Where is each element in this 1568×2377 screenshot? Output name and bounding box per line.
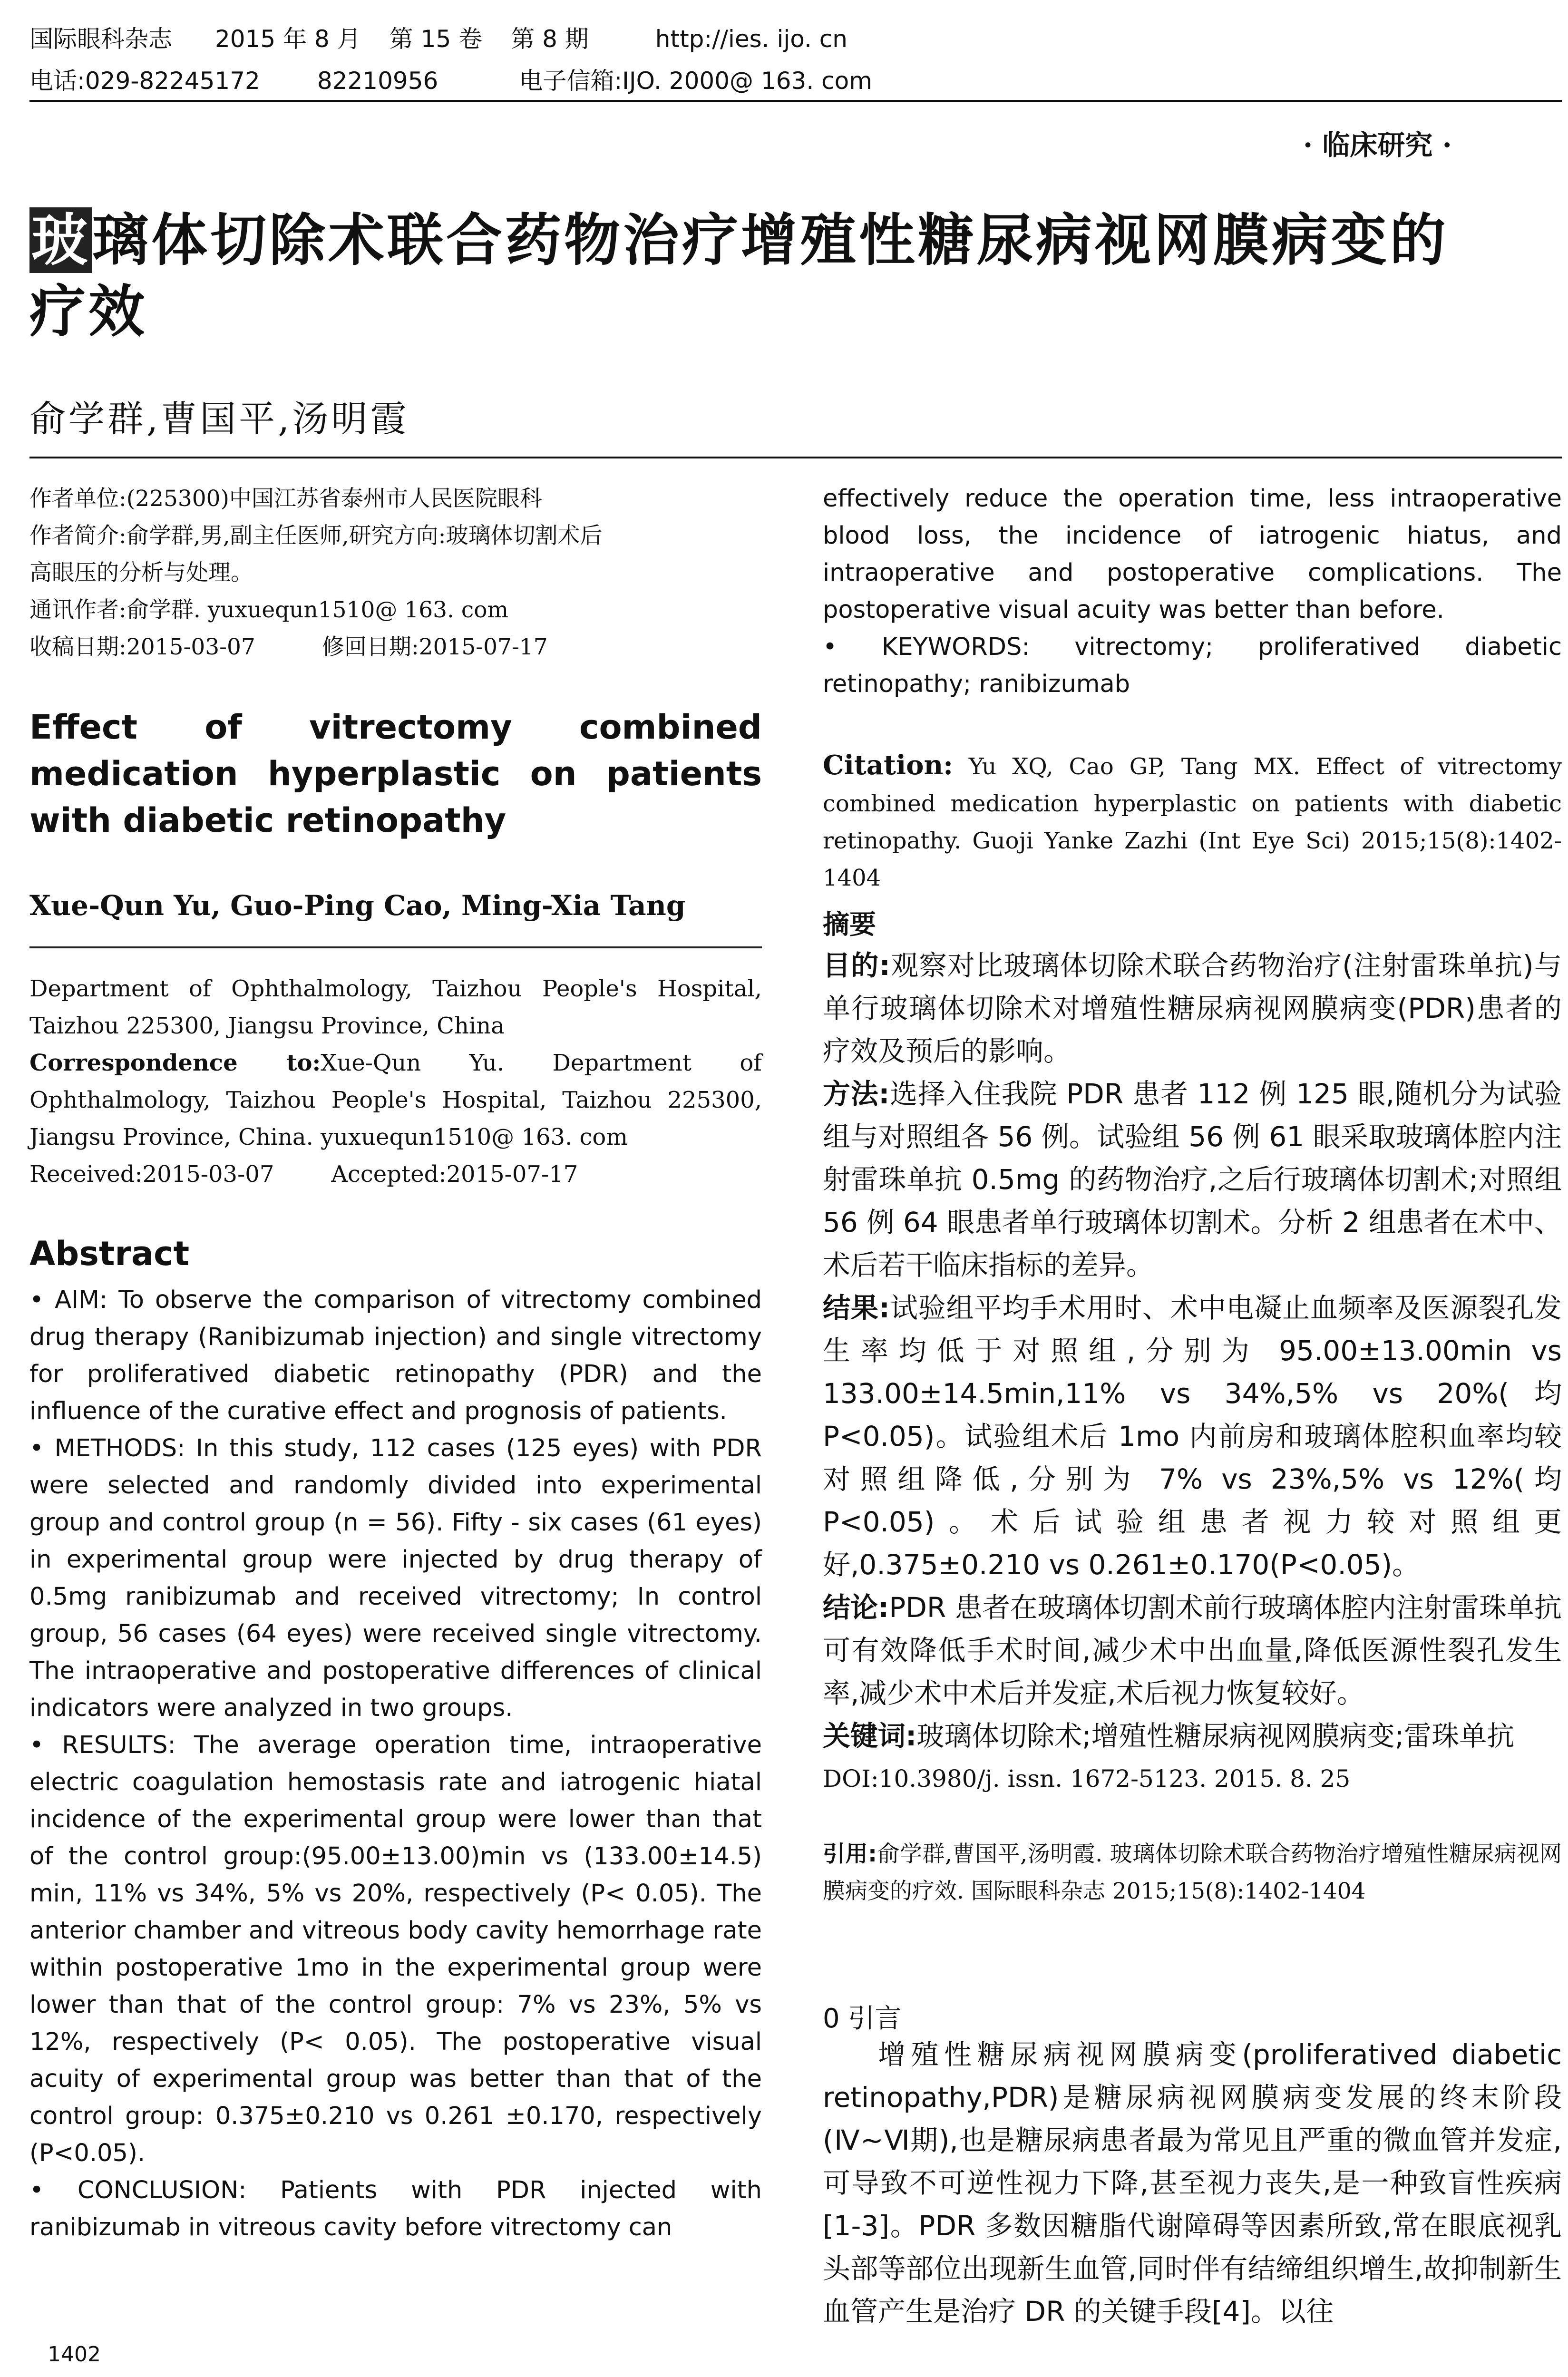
- bio-line1: 作者简介:俞学群,男,副主任医师,研究方向:玻璃体切割术后: [29, 523, 603, 549]
- bio-line2: 高眼压的分析与处理。: [29, 560, 253, 586]
- doi[interactable]: DOI:10.3980/j. issn. 1672-5123. 2015. 8. 25: [823, 1765, 1351, 1792]
- volume: 第 15 卷: [389, 25, 483, 53]
- title-rule: [29, 457, 1562, 458]
- citation-text: Yu XQ, Cao GP, Tang MX. Effect of vitrectomy combined medication hyperplastic on patients with diabetic retinopathy. Guoji Yanke Zazhi (Int Eye Sci) 2015;15(8):1402-1404: [823, 753, 1562, 891]
- cn-citation: [823, 1836, 1562, 1910]
- correspondence-text: Xue-Qun Yu. Department of Ophthalmology, Taizhou People's Hospital, Taizhou 225300, Jiangsu Province, China. yuxuequn1510@ 163. com: [29, 1050, 762, 1150]
- cn-results-text: 试验组平均手术用时、术中电凝止血频率及医源裂孔发生率均低于对照组,分别为 95.00±13.00min vs 133.00±14.5min,11% vs 34%,5% vs 20%(均 P<0.05)。试验组术后 1mo 内前房和玻璃体腔积血率均较对照组降低,分别为 7% vs 23%,5% vs 12%(均 P<0.05)。术后试验组患者视力较对照组更好,0.375±0.210 vs 0.261±0.170(P<0.05)。: [823, 1292, 1562, 1581]
- title-first-char: 玻: [29, 207, 92, 273]
- cn-conclusion-label: 结论:: [823, 1591, 889, 1624]
- received-en: Received:2015-03-07: [29, 1161, 274, 1188]
- correspondence-label: Correspondence to:: [29, 1050, 321, 1076]
- abstract-conclusion-left: • CONCLUSION: Patients with PDR injected with ranibizumab in vitreous cavity before vitrectomy can: [29, 2176, 762, 2241]
- dates-cn: [29, 629, 762, 666]
- cn-aim-label: 目的:: [823, 949, 890, 982]
- cn-keywords: [823, 1715, 1562, 1757]
- abstract-conclusion-right: effectively reduce the operation time, less intraoperative blood loss, the incidence of iatrogenic hiatus, and intraoperative and postoperative complications. The postoperative visual acuity was better than before.: [823, 485, 1562, 624]
- journal-header-line1: [29, 25, 847, 53]
- cn-author-info: [29, 480, 762, 666]
- received-cn: 收稿日期:2015-03-07: [29, 634, 255, 660]
- affiliation-cn: 作者单位:(225300)中国江苏省泰州市人民医院眼科: [29, 486, 542, 512]
- cn-keywords-text: 玻璃体切除术;增殖性糖尿病视网膜病变;雷珠单抗: [916, 1720, 1515, 1752]
- cn-citation-text: 俞学群,曹国平,汤明霞. 玻璃体切除术联合药物治疗增殖性糖尿病视网膜病变的疗效. 国际眼科杂志 2015;15(8):1402-1404: [823, 1841, 1562, 1904]
- cn-aim-text: 观察对比玻璃体切除术联合药物治疗(注射雷珠单抗)与单行玻璃体切除术对增殖性糖尿病视网膜病变(PDR)患者的疗效及预后的影响。: [823, 949, 1562, 1067]
- intro-heading: 0 引言: [823, 2003, 902, 2034]
- en-author-info: [29, 970, 762, 1193]
- section-tag: · 临床研究 ·: [1303, 129, 1452, 161]
- citation-en: [823, 747, 1562, 896]
- dates-en: [29, 1156, 762, 1193]
- cn-methods-label: 方法:: [823, 1078, 890, 1110]
- phone: 电话:029-82245172: [29, 67, 260, 95]
- department-en: Department of Ophthalmology, Taizhou People's Hospital, Taizhou 225300, Jiangsu Province, China: [29, 975, 762, 1039]
- authors-en: Xue-Qun Yu, Guo-Ping Cao, Ming-Xia Tang: [29, 889, 686, 922]
- cn-abstract-heading: 摘要: [823, 909, 876, 940]
- journal-url[interactable]: http://ies. ijo. cn: [655, 25, 847, 53]
- article-title-en: Effect of vitrectomy combined medication hyperplastic on patients with diabetic retinopathy: [29, 708, 762, 840]
- abstract-keywords: • KEYWORDS: vitrectomy; proliferatived diabetic retinopathy; ranibizumab: [823, 633, 1562, 698]
- article-title-cn: [29, 205, 1566, 347]
- abstract-aim: • AIM: To observe the comparison of vitrectomy combined drug therapy (Ranibizumab injection) and single vitrectomy for proliferatived diabetic retinopathy (PDR) and the influence of the curative effect and prognosis of patients.: [29, 1286, 762, 1425]
- abstract-heading: Abstract: [29, 1234, 190, 1273]
- citation-label: Citation:: [823, 750, 953, 781]
- abstract-body-right: [823, 480, 1562, 703]
- accepted-en: Accepted:2015-07-17: [331, 1161, 578, 1188]
- abstract-results: • RESULTS: The average operation time, intraoperative electric coagulation hemostasis rate and iatrogenic hiatal incidence of the experimental group were lower than that of the control group:(95.00±13.00)min vs (133.00±14.5) min, 11% vs 34%, 5% vs 20%, respectively (P< 0.05). The anterior chamber and vitreous body cavity hemorrhage rate within postoperative 1mo in the experimental group were lower than that of the control group: 7% vs 23%, 5% vs 12%, respectively (P< 0.05). The postoperative visual acuity of experimental group was better than that of the control group: 0.375±0.210 vs 0.261 ±0.170, respectively (P<0.05).: [29, 1731, 762, 2167]
- cn-conclusion-text: PDR 患者在玻璃体切割术前行玻璃体腔内注射雷珠单抗可有效降低手术时间,减少术中出血量,降低医源性裂孔发生率,减少术中术后并发症,术后视力恢复较好。: [823, 1591, 1562, 1709]
- title-line1: 璃体切除术联合药物治疗增殖性糖尿病视网膜病变的: [92, 207, 1449, 273]
- cn-keywords-label: 关键词:: [823, 1720, 917, 1752]
- intro-text: 增殖性糖尿病视网膜病变(proliferatived diabetic retinopathy,PDR)是糖尿病视网膜病变发展的终末阶段(Ⅳ~Ⅵ期),也是糖尿病患者最为常见且严重的微血管并发症,可导致不可逆性视力下降,甚至视力丧失,是一种致盲性疾病[1-3]。PDR 多数因糖脂代谢障碍等因素所致,常在眼底视乳头部等部位出现新生血管,同时伴有结缔组织增生,故抑制新生血管产生是治疗 DR 的关键手段[4]。以往: [823, 2038, 1562, 2328]
- cn-conclusion: [823, 1586, 1562, 1715]
- cn-results: [823, 1286, 1562, 1586]
- corresponding-cn: 通讯作者:俞学群. yuxuequn1510@ 163. com: [29, 597, 509, 623]
- issue-number: 第 8 期: [511, 25, 589, 53]
- abstract-methods: • METHODS: In this study, 112 cases (125 eyes) with PDR were selected and randomly divided into experimental group and control group (n = 56). Fifty - six cases (61 eyes) in experimental group were injected by drug therapy of 0.5mg ranibizumab and received vitrectomy; In control group, 56 cases (64 eyes) were received single vitrectomy. The intraoperative and postoperative differences of clinical indicators were analyzed in two groups.: [29, 1434, 762, 1722]
- journal-header-line2: [29, 67, 872, 95]
- cn-abstract-body: [823, 944, 1562, 1800]
- phone2: 82210956: [317, 67, 438, 95]
- issue-date: 2015 年 8 月: [215, 25, 361, 53]
- correspondence-en: [29, 1044, 762, 1156]
- journal-name: 国际眼科杂志: [29, 25, 172, 53]
- page-number: 1402: [48, 2342, 101, 2367]
- cn-methods: [823, 1072, 1562, 1286]
- authors-cn: 俞学群,曹国平,汤明霞: [29, 398, 409, 440]
- cn-methods-text: 选择入住我院 PDR 患者 112 例 125 眼,随机分为试验组与对照组各 56 例。试验组 56 例 61 眼采取玻璃体腔内注射雷珠单抗 0.5mg 的药物治疗,之后行玻璃体切割术;对照组 56 例 64 眼患者单行玻璃体切割术。分析 2 组患者在术中、术后若干临床指标的差异。: [823, 1078, 1562, 1281]
- abstract-body-left: [29, 1282, 762, 2246]
- revised-cn: 修回日期:2015-07-17: [321, 634, 548, 660]
- journal-email[interactable]: 电子信箱:IJO. 2000@ 163. com: [519, 67, 872, 95]
- en-author-rule: [29, 946, 762, 948]
- cn-citation-label: 引用:: [823, 1841, 877, 1867]
- header-rule: [29, 100, 1562, 102]
- cn-aim: [823, 944, 1562, 1072]
- title-line2: 疗效: [29, 279, 148, 344]
- cn-results-label: 结果:: [823, 1292, 890, 1324]
